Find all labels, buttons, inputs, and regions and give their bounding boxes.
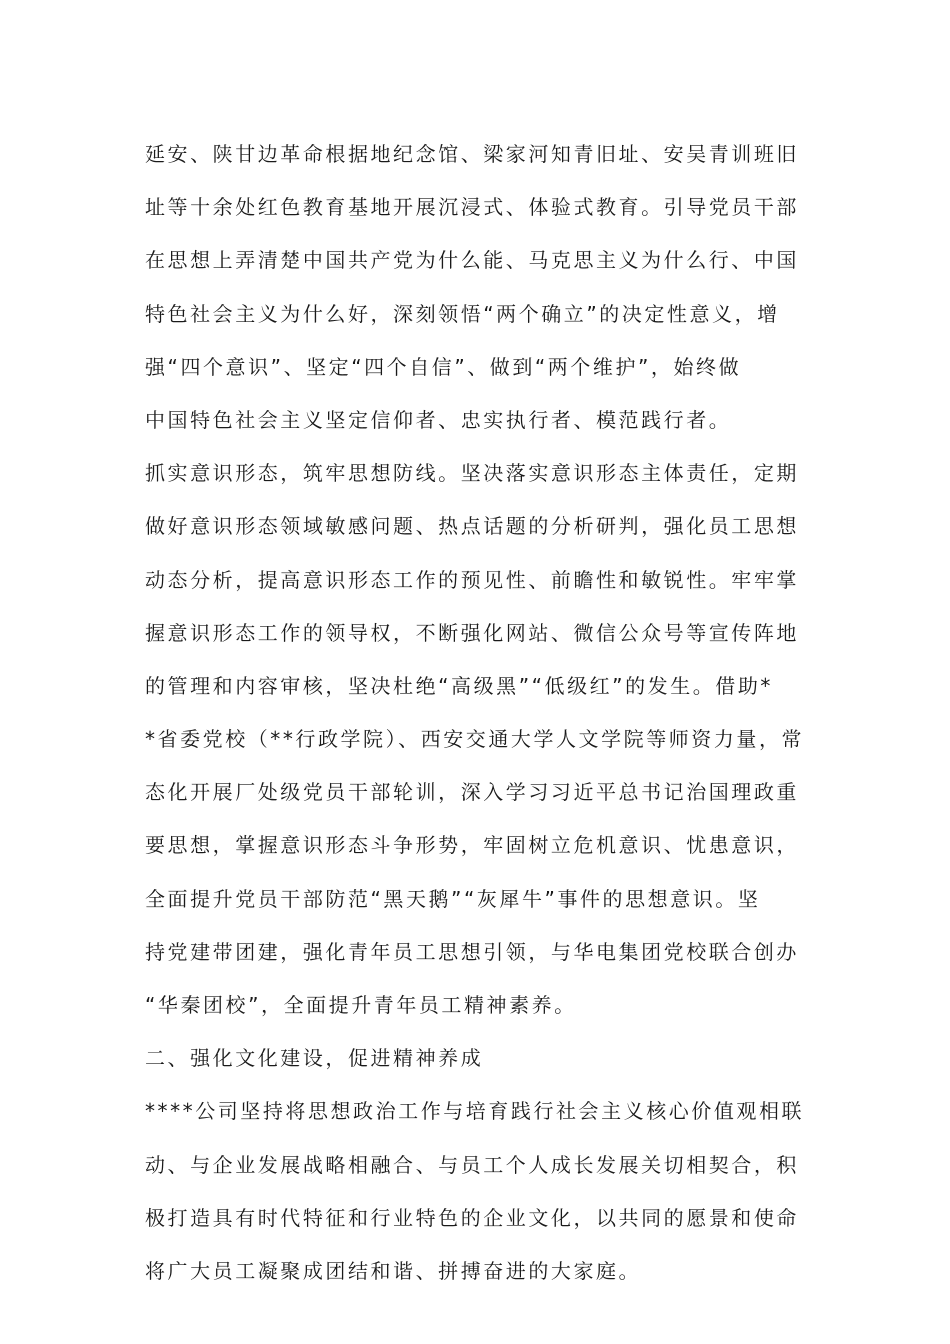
text-line: 动、与企业发展战略相融合、与员工个人成长发展关切相契合，积 [145,1152,799,1177]
text-line: 址等十余处红色教育基地开展沉浸式、体验式教育。引导党员干部 [145,195,799,220]
text-line: 持党建带团建，强化青年员工思想引领，与华电集团党校联合创办 [145,939,799,964]
text-line: 特色社会主义为什么好，深刻领悟“两个确立”的决定性意义，增 [145,301,780,326]
text-line: *省委党校（**行政学院）、西安交通大学人文学院等师资力量，常 [145,727,805,752]
text-line: 强“四个意识”、坚定“四个自信”、做到“两个维护”，始终做 [145,354,742,379]
section-heading: 二、强化文化建设，促进精神养成 [145,1046,484,1071]
text-line: 态化开展厂处级党员干部轮训，深入学习习近平总书记治国理政重 [145,780,799,805]
text-line: 的管理和内容审核，坚决杜绝“高级黑”“低级红”的发生。借助* [145,673,773,698]
text-line: “华秦团校”，全面提升青年员工精神素养。 [145,993,577,1017]
text-line: 做好意识形态领域敏感问题、热点话题的分析研判，强化员工思想 [145,514,799,539]
text-line: 极打造具有时代特征和行业特色的企业文化，以共同的愿景和使命 [145,1205,799,1230]
text-line: 要思想，掌握意识形态斗争形势，牢固树立危机意识、忧患意识， [145,833,799,858]
text-line: 在思想上弄清楚中国共产党为什么能、马克思主义为什么行、中国 [145,248,799,273]
text-line: 全面提升党员干部防范“黑天鹅”“灰犀牛”事件的思想意识。坚 [145,886,761,911]
text-line: 握意识形态工作的领导权，不断强化网站、微信公众号等宣传阵地 [145,620,799,645]
text-line: 延安、陕甘边革命根据地纪念馆、梁家河知青旧址、安吴青训班旧 [145,142,799,166]
text-line: 动态分析，提高意识形态工作的预见性、前瞻性和敏锐性。牢牢掌 [145,567,799,592]
text-line: 将广大员工凝聚成团结和谐、拼搏奋进的大家庭。 [145,1258,642,1283]
text-line: ****公司坚持将思想政治工作与培育践行社会主义核心价值观相联 [145,1099,805,1124]
document-body [145,134,810,1304]
text-line: 抓实意识形态，筑牢思想防线。坚决落实意识形态主体责任，定期 [145,461,799,486]
text-line: 中国特色社会主义坚定信仰者、忠实执行者、模范践行者。 [145,407,732,432]
